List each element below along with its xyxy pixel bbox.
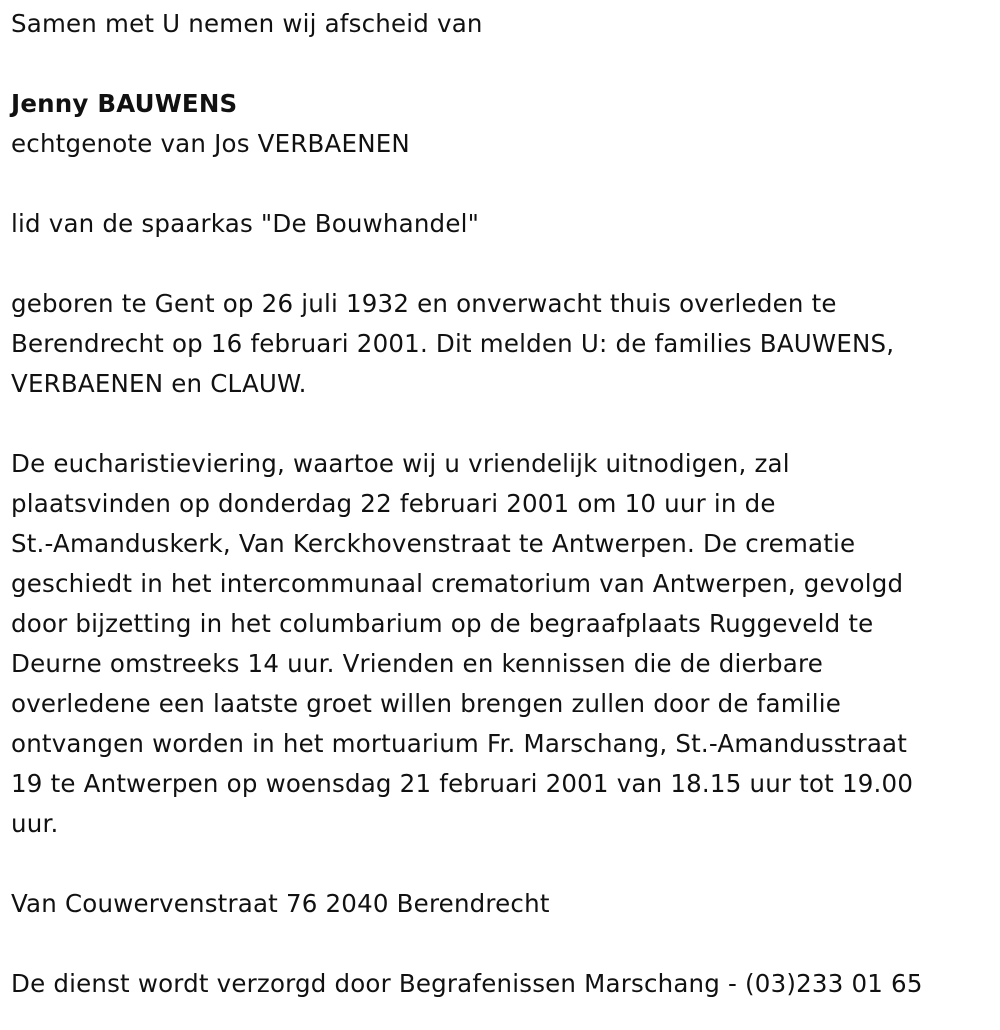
- membership-line: lid van de spaarkas "De Bouwhandel": [11, 209, 480, 238]
- spacer: [11, 404, 996, 444]
- spacer: [11, 44, 996, 84]
- birth-death-paragraph: geboren te Gent op 26 juli 1932 en onverwacht thuis overleden te Berendrecht op 16 februari 2001. Dit melden U: de families BAUWENS, VERBAENEN en CLAUW.: [11, 289, 895, 398]
- death-notice: [11, 4, 996, 1004]
- spacer: [11, 844, 996, 884]
- spacer: [11, 924, 996, 964]
- intro-line: Samen met U nemen wij afscheid van: [11, 9, 483, 38]
- ceremony-paragraph: De eucharistieviering, waartoe wij u vriendelijk uitnodigen, zal plaatsvinden op donderdag 22 februari 2001 om 10 uur in de St.-Amanduskerk, Van Kerckhovenstraat te Antwerpen. De crematie geschiedt in het intercommunaal crematorium van Antwerpen, gevolgd door bijzetting in het columbarium op de begraafplaats Ruggeveld te Deurne omstreeks 14 uur. Vrienden en kennissen die de dierbare overledene een laatste groet willen brengen zullen door de familie ontvangen worden in het mortuarium Fr. Marschang, St.-Amandusstraat 19 te Antwerpen op woensdag 21 februari 2001 van 18.15 uur tot 19.00 uur.: [11, 449, 914, 838]
- spacer: [11, 244, 996, 284]
- funeral-service-line: De dienst wordt verzorgd door Begrafenissen Marschang - (03)233 01 65: [11, 969, 923, 998]
- address-line: Van Couwervenstraat 76 2040 Berendrecht: [11, 889, 550, 918]
- spacer: [11, 164, 996, 204]
- deceased-name: Jenny BAUWENS: [11, 89, 238, 118]
- spouse-line: echtgenote van Jos VERBAENEN: [11, 129, 410, 158]
